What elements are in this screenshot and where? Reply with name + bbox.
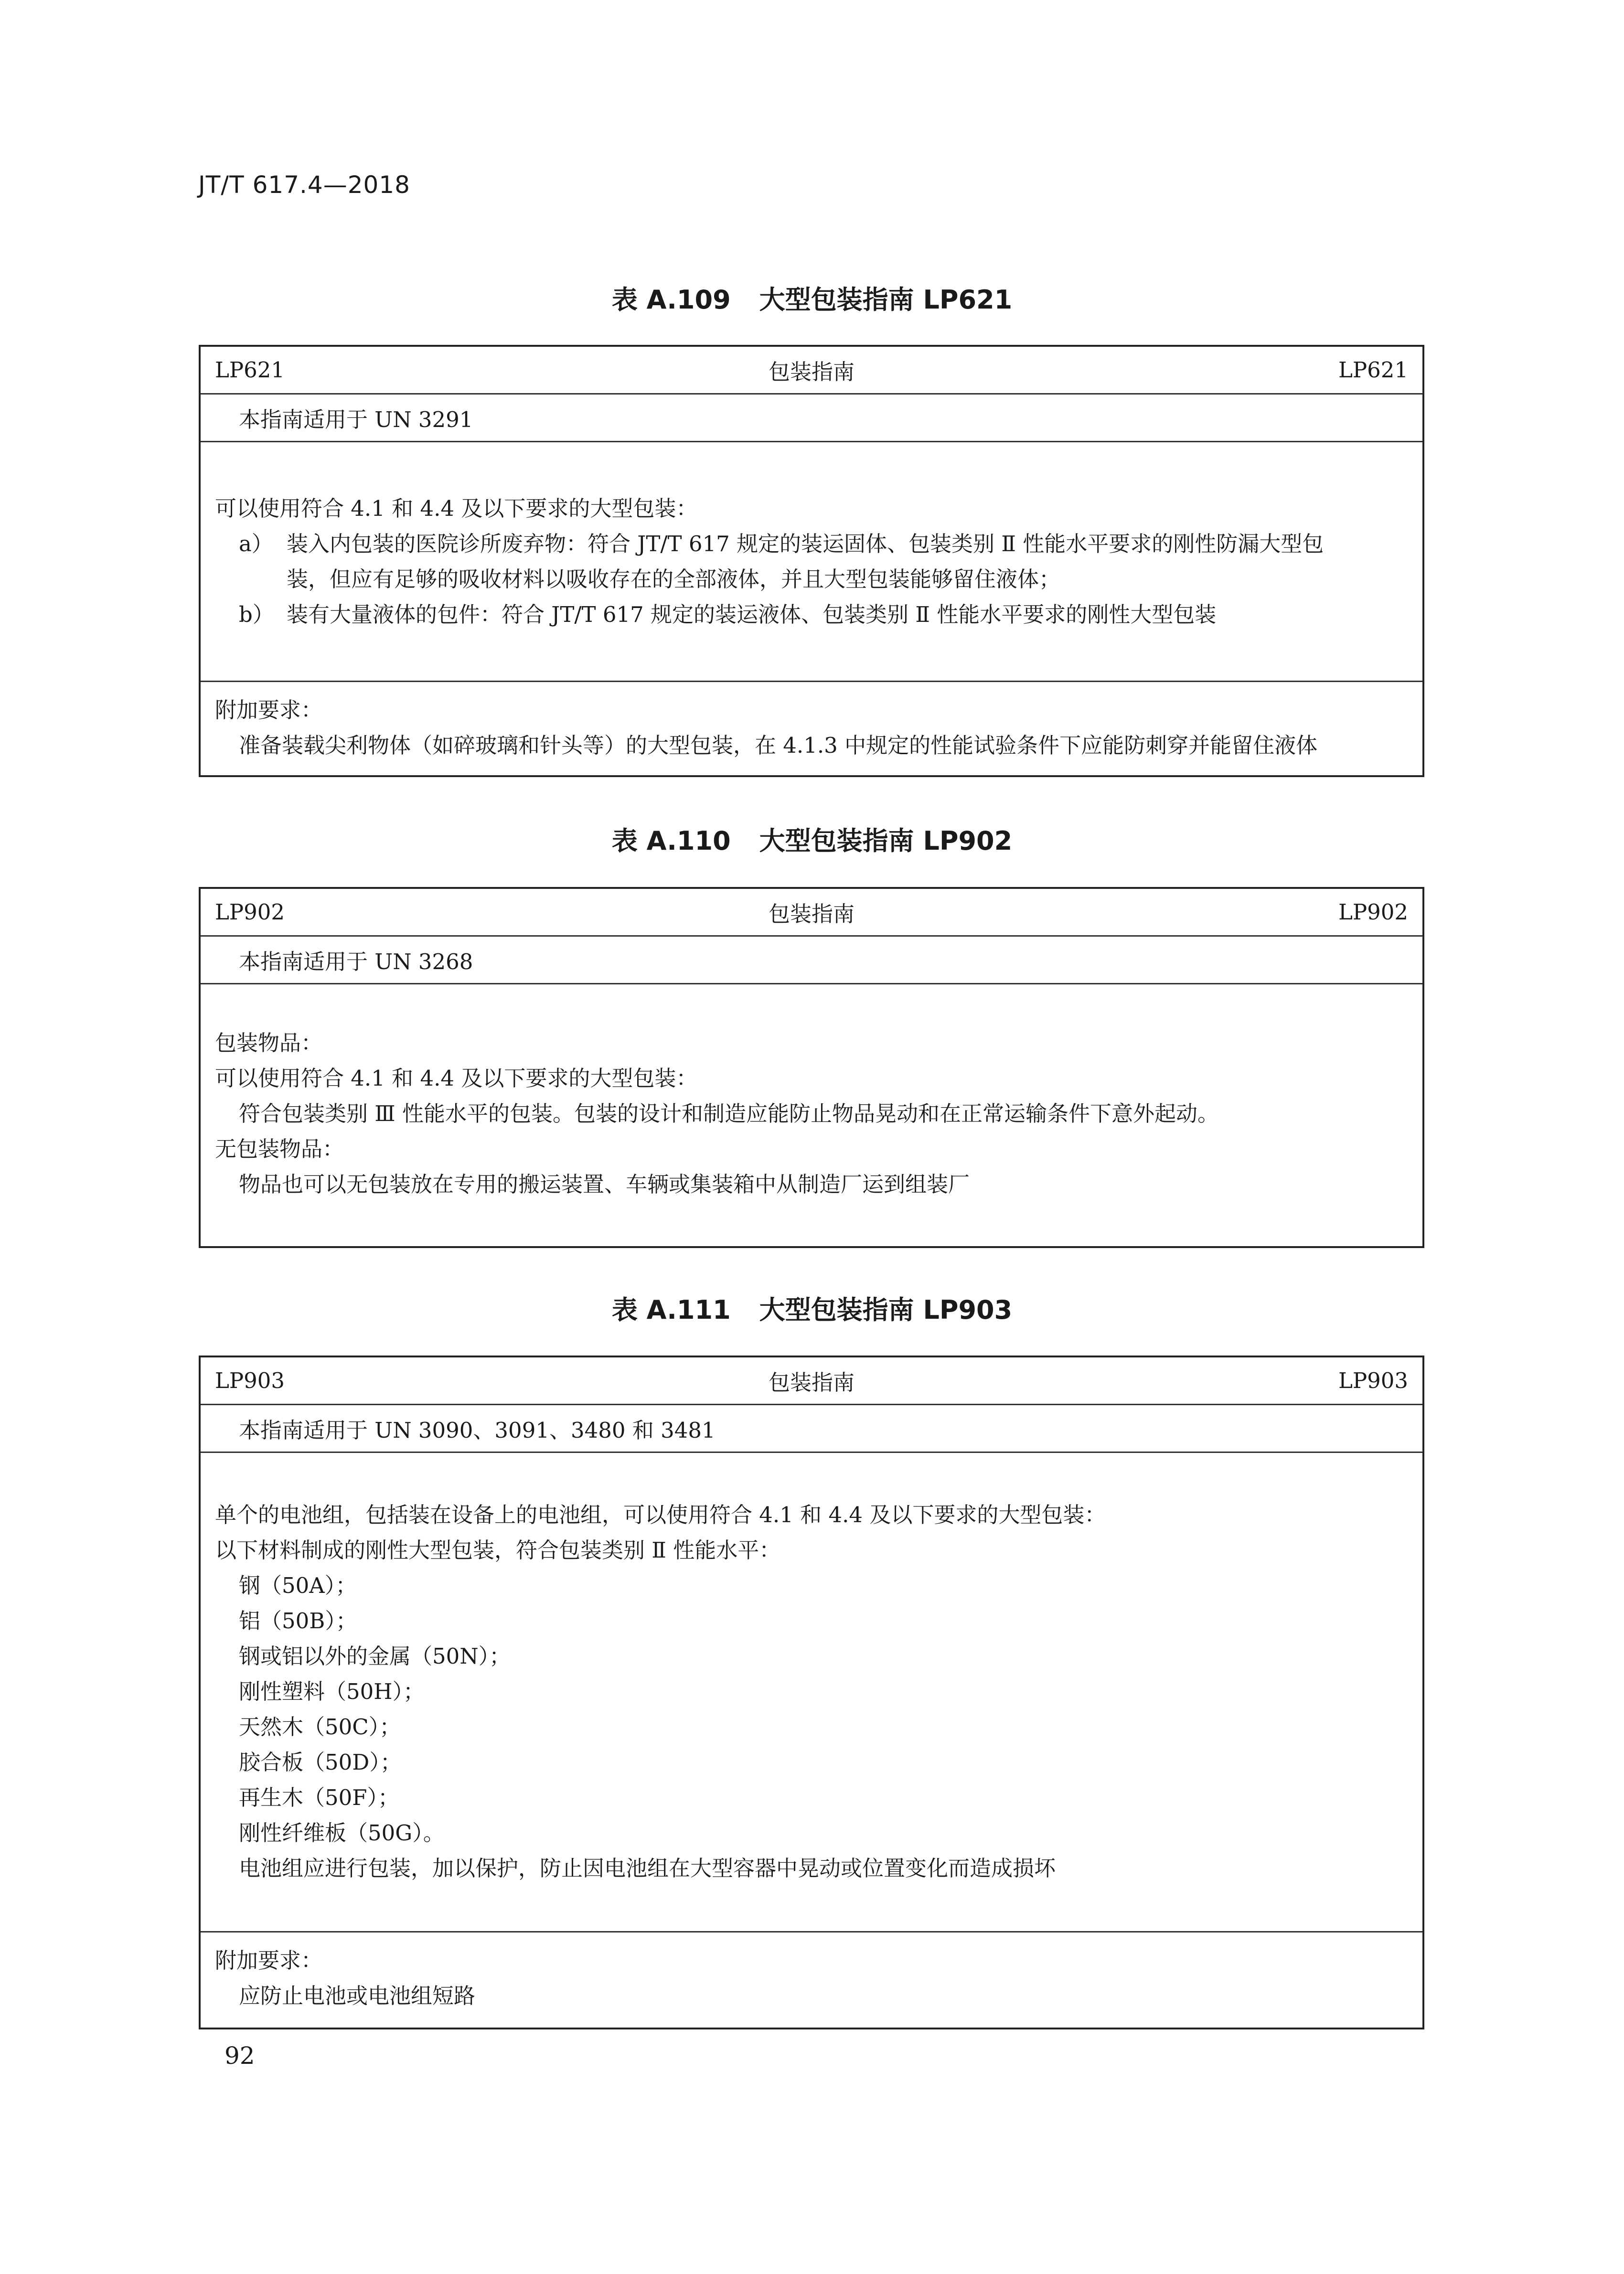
table-number: 表 A.110: [611, 826, 731, 856]
material-item: 胶合板（50D）；: [239, 1750, 402, 1775]
code-right: LP621: [1338, 357, 1408, 383]
additional-label: 附加要求：: [215, 697, 323, 723]
table-lp903: [199, 1356, 1424, 2029]
material-item: 钢（50A）；: [239, 1573, 357, 1598]
code-left: LP903: [215, 1368, 285, 1393]
closing-requirement: 电池组应进行包装，加以保护，防止因电池组在大型容器中晃动或位置变化而造成损坏: [239, 1856, 1056, 1881]
list-item-b: [215, 597, 1408, 632]
table-lp902: [199, 887, 1424, 1248]
requirements-intro: 可以使用符合 4.1 和 4.4 及以下要求的大型包装：: [215, 496, 698, 521]
list-item-a: [215, 526, 1408, 562]
packaging-cell: [201, 1453, 1422, 1932]
table-title-a110: [0, 821, 1624, 857]
additional-requirements-cell: [201, 1932, 1422, 2028]
table-caption: 大型包装指南 LP621: [759, 285, 1013, 315]
unpackaged-articles-label: 无包装物品：: [215, 1136, 344, 1162]
material-item: 再生木（50F）；: [239, 1785, 399, 1810]
battery-intro: 单个的电池组，包括装在设备上的电池组，可以使用符合 4.1 和 4.4 及以下要求的大型包装：: [215, 1502, 1106, 1527]
contents-cell: [201, 984, 1422, 1246]
item-text: 装入内包装的医院诊所废弃物：符合 JT/T 617 规定的装运固体、包装类别 Ⅱ 性能水平要求的刚性防漏大型包: [287, 531, 1324, 556]
additional-label: 附加要求：: [215, 1948, 323, 1973]
additional-requirements-cell: [201, 682, 1422, 775]
material-item: 天然木（50C）；: [239, 1714, 401, 1740]
page-number: 92: [224, 2042, 255, 2070]
table-caption: 大型包装指南 LP903: [759, 1295, 1013, 1325]
document-code: JT/T 617.4—2018: [198, 171, 410, 199]
list-item-a-continuation: 装，但应有足够的吸收材料以吸收存在的全部液体，并且大型包装能够留住液体；: [287, 566, 1061, 592]
code-left: LP902: [215, 899, 285, 925]
item-text: 装有大量液体的包件：符合 JT/T 617 规定的装运液体、包装类别 Ⅱ 性能水平要求的刚性大型包装: [287, 602, 1217, 627]
item-label: b）: [239, 602, 274, 627]
packaging-requirement: 符合包装类别 Ⅲ 性能水平的包装。包装的设计和制造应能防止物品晃动和在正常运输条件下意外起动。: [239, 1101, 1219, 1126]
table-title-a111: [0, 1290, 1624, 1326]
header-label: 包装指南: [768, 359, 855, 384]
table-title-a109: [0, 279, 1624, 316]
item-label: a）: [239, 531, 273, 556]
header-label: 包装指南: [768, 1370, 855, 1395]
table-number: 表 A.109: [611, 285, 731, 315]
material-item: 钢或铝以外的金属（50N）；: [239, 1644, 511, 1669]
material-item: 刚性塑料（50H）；: [239, 1679, 425, 1704]
code-left: LP621: [215, 357, 285, 383]
table-header-row: [201, 889, 1422, 937]
material-item: 铝（50B）；: [239, 1608, 357, 1633]
unpackaged-requirement: 物品也可以无包装放在专用的搬运装置、车辆或集装箱中从制造厂运到组装厂: [239, 1172, 970, 1197]
requirements-cell: [201, 442, 1422, 682]
scope-row: 本指南适用于 UN 3291: [201, 395, 1422, 442]
table-number: 表 A.111: [611, 1295, 731, 1325]
table-caption: 大型包装指南 LP902: [759, 826, 1013, 856]
table-lp621: [199, 345, 1424, 777]
table-header-row: [201, 347, 1422, 395]
additional-text: 应防止电池或电池组短路: [239, 1983, 476, 2008]
materials-intro: 以下材料制成的刚性大型包装，符合包装类别 Ⅱ 性能水平：: [215, 1537, 781, 1563]
additional-text: 准备装载尖利物体（如碎玻璃和针头等）的大型包装，在 4.1.3 中规定的性能试验条件下应能防刺穿并能留住液体: [239, 733, 1318, 758]
table-header-row: [201, 1357, 1422, 1405]
allowed-packaging: 可以使用符合 4.1 和 4.4 及以下要求的大型包装：: [215, 1066, 698, 1091]
material-item: 刚性纤维板（50G）。: [239, 1820, 445, 1846]
code-right: LP902: [1338, 899, 1408, 925]
code-right: LP903: [1338, 1368, 1408, 1393]
header-label: 包装指南: [768, 901, 855, 927]
scope-row: 本指南适用于 UN 3268: [201, 937, 1422, 984]
packaged-articles-label: 包装物品：: [215, 1030, 323, 1056]
scope-row: 本指南适用于 UN 3090、3091、3480 和 3481: [201, 1405, 1422, 1453]
